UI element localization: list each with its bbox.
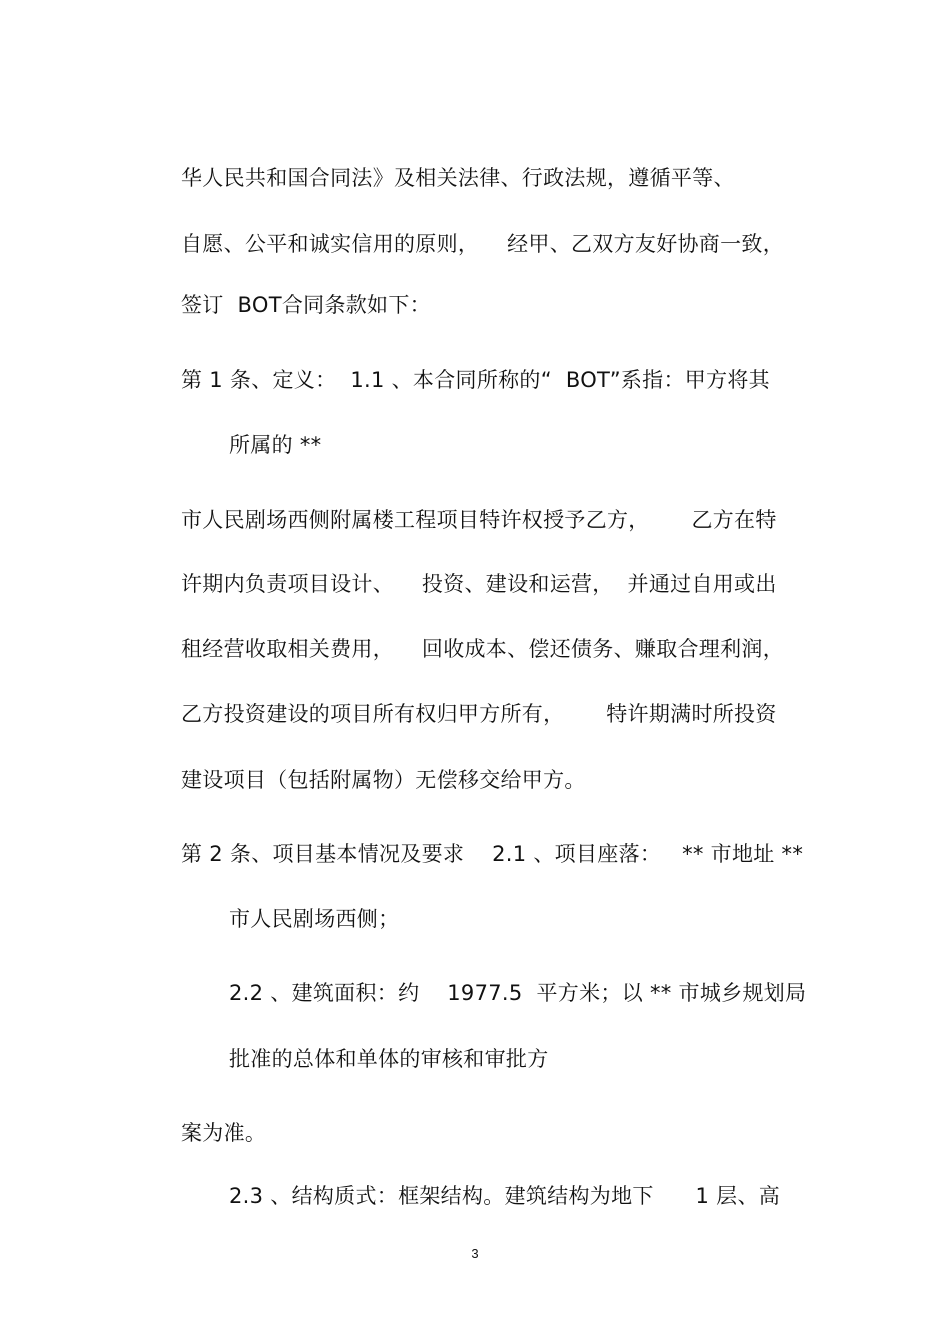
text-line-1: 华人民共和国合同法》及相关法律、行政法规，遵循平等、 [181,166,735,190]
text-line-16: 2.3 、结构质式：框架结构。建筑结构为地下 1 层、高 [229,1184,781,1208]
text-line-3: 签订 BOT合同条款如下： [181,293,431,317]
text-line-12: 市人民剧场西侧； [229,907,400,931]
text-line-15: 案为准。 [181,1121,267,1145]
text-line-4: 第 1 条、定义： 1.1 、本合同所称的“ BOT”系指：甲方将其 [181,368,770,392]
text-line-2: 自愿、公平和诚实信用的原则， 经甲、乙双方友好协商一致， [181,232,784,256]
text-line-7: 许期内负责项目设计、 投资、建设和运营， 并通过自用或出 [181,572,777,596]
text-line-5: 所属的 ** [229,433,322,457]
text-line-11: 第 2 条、项目基本情况及要求 2.1 、项目座落： ** 市地址 ** [181,842,804,866]
text-line-14: 批准的总体和单体的审核和审批方 [229,1047,549,1071]
text-line-9: 乙方投资建设的项目所有权归甲方所有， 特许期满时所投资 [181,702,777,726]
text-line-6: 市人民剧场西侧附属楼工程项目特许权授予乙方， 乙方在特 [181,508,777,532]
page-number: 3 [471,1246,479,1261]
text-line-10: 建设项目（包括附属物）无偿移交给甲方。 [181,768,586,792]
text-line-13: 2.2 、建筑面积：约 1977.5 平方米；以 ** 市城乡规划局 [229,981,807,1005]
text-line-8: 租经营收取相关费用， 回收成本、偿还债务、赚取合理利润， [181,637,784,661]
